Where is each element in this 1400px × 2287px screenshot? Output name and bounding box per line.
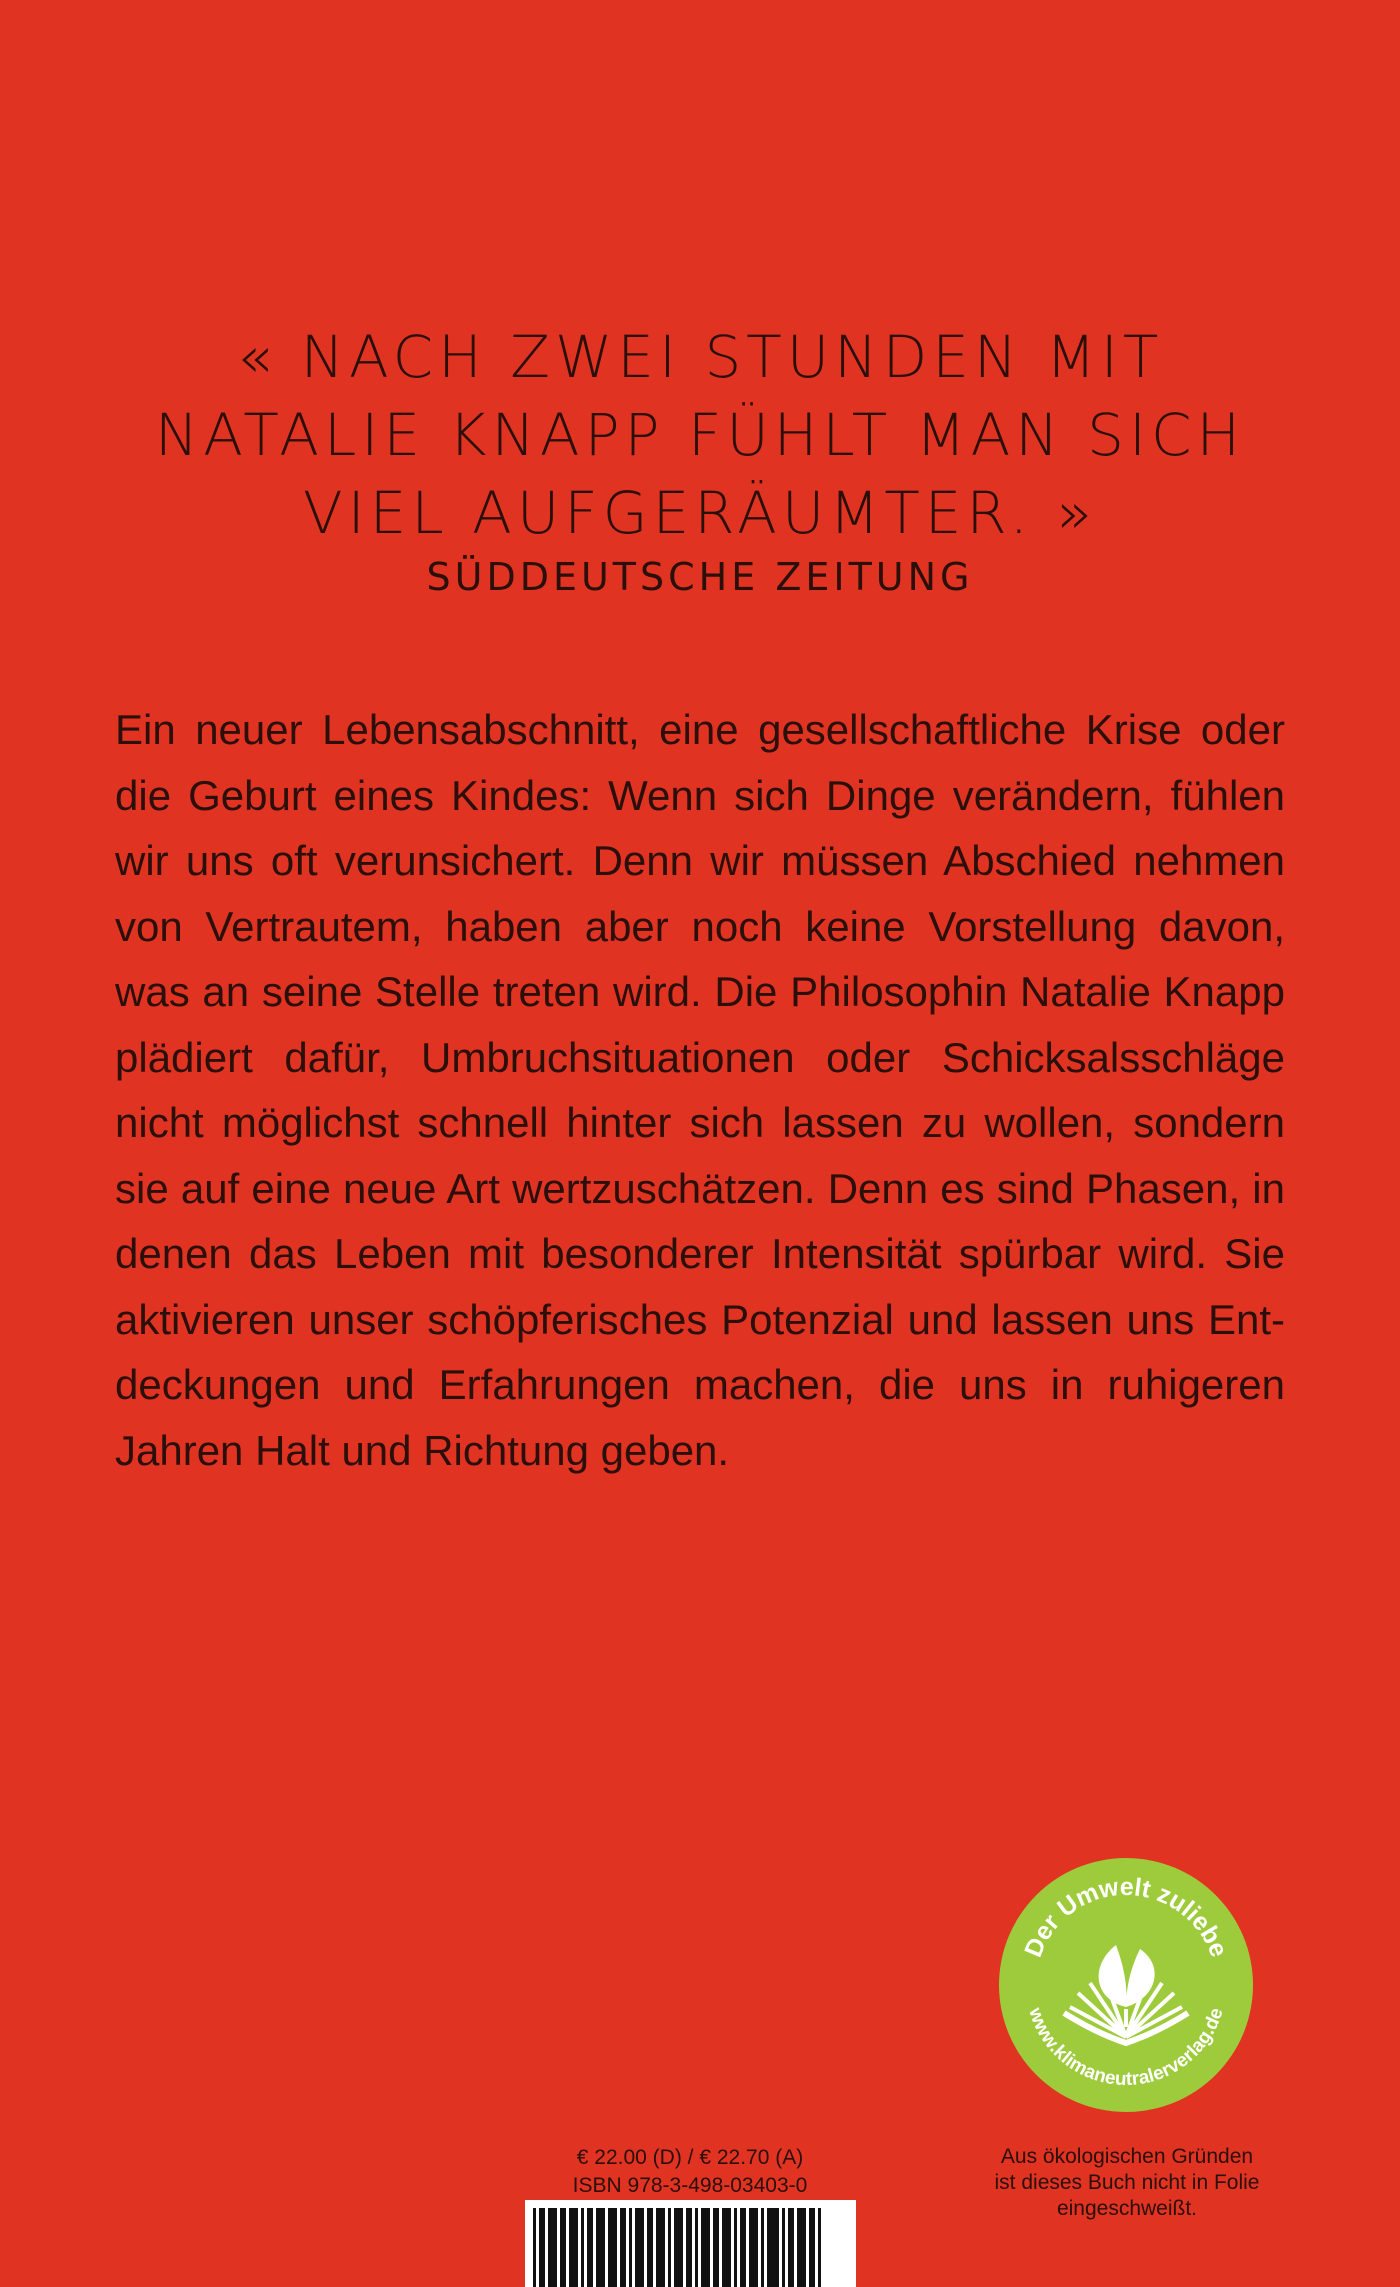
barcode-bar xyxy=(701,2208,707,2287)
barcode-bar xyxy=(539,2208,542,2287)
eco-note-line: ist dieses Buch nicht in Folie xyxy=(994,2171,1260,2194)
barcode-bar xyxy=(641,2208,644,2287)
barcode-bar xyxy=(533,2208,536,2287)
barcode-bar xyxy=(749,2208,755,2287)
eco-note-line: Aus ökologischen Gründen xyxy=(1000,2145,1254,2168)
barcode-bar xyxy=(770,2208,773,2287)
barcode-bar xyxy=(707,2208,710,2287)
blurb-line: deckungen und Erfahrungen machen, die uns in ruhigeren xyxy=(115,1361,1285,1408)
barcode-bar xyxy=(590,2208,593,2287)
barcode-bar xyxy=(677,2208,683,2287)
barcode-bar xyxy=(563,2208,566,2287)
barcode-bar xyxy=(662,2208,665,2287)
barcode-bar xyxy=(812,2208,815,2287)
barcode-bar xyxy=(722,2208,725,2287)
barcode-bar xyxy=(656,2208,662,2287)
barcode-bar xyxy=(629,2208,632,2287)
barcode-bar xyxy=(755,2208,758,2287)
isbn-label: ISBN 978-3-498-03403-0 xyxy=(572,2174,808,2197)
barcode-bar xyxy=(818,2208,821,2287)
barcode-bar xyxy=(647,2208,650,2287)
barcode-bar xyxy=(635,2208,641,2287)
barcode-bar xyxy=(650,2208,653,2287)
eco-note-line: eingeschweißt. xyxy=(1056,2197,1198,2220)
barcode-bar xyxy=(542,2208,545,2287)
blurb-line: denen das Leben mit besonderer Intensität spürbar wird. Sie xyxy=(115,1230,1285,1277)
eco-note xyxy=(960,2144,1294,2222)
blurb-line: Jahren Halt und Richtung geben. xyxy=(115,1426,730,1474)
barcode-bar xyxy=(803,2208,806,2287)
blurb-line: aktivieren unser schöpferisches Potenzial und lassen uns Ent- xyxy=(115,1295,1285,1343)
barcode-icon xyxy=(525,2200,856,2287)
blurb-line: sie auf eine neue Art wertzuschätzen. Denn es sind Phasen, in xyxy=(115,1164,1285,1212)
barcode-bar xyxy=(686,2208,689,2287)
blurb-line: wir uns oft verunsichert. Denn wir müssen Abschied nehmen xyxy=(115,837,1285,884)
barcode-bar xyxy=(596,2208,602,2287)
barcode-bar xyxy=(623,2208,626,2287)
barcode-bar xyxy=(569,2208,572,2287)
barcode-bar xyxy=(611,2208,617,2287)
price-info xyxy=(520,2144,860,2200)
barcode-bar xyxy=(734,2208,737,2287)
blurb-line: was an seine Stelle treten wird. Die Philosophin Natalie Knapp xyxy=(115,968,1285,1015)
eco-badge-bottom-text: www.klimaneutralerverlag.de xyxy=(1024,2005,1228,2091)
blurb-line: Ein neuer Lebensabschnitt, eine gesellschaftliche Krise oder xyxy=(115,706,1285,753)
price-label: € 22.00 (D) / € 22.70 (A) xyxy=(576,2146,804,2169)
barcode-bar xyxy=(587,2208,590,2287)
barcode-bar xyxy=(689,2208,692,2287)
barcode-bar xyxy=(740,2208,743,2287)
barcode-bar xyxy=(608,2208,611,2287)
barcode-bar xyxy=(560,2208,563,2287)
blurb-text xyxy=(115,697,1285,1483)
barcode-bar xyxy=(797,2208,803,2287)
barcode-bar xyxy=(548,2208,554,2287)
barcode-bar xyxy=(581,2208,584,2287)
blurb-line: plädiert dafür, Umbruchsituationen oder Schicksalsschläge xyxy=(115,1033,1285,1081)
barcode-bar xyxy=(716,2208,719,2287)
press-quote-line: NATALIE KNAPP FÜHLT MAN SICH xyxy=(154,401,1246,469)
eco-badge xyxy=(998,1857,1254,2113)
press-quote-line: VIEL AUFGERÄUMTER. » xyxy=(302,479,1098,547)
barcode-bar xyxy=(782,2208,785,2287)
barcode-bar xyxy=(620,2208,623,2287)
press-quote xyxy=(100,318,1300,552)
barcode-bar xyxy=(725,2208,731,2287)
barcode-bar xyxy=(668,2208,671,2287)
barcode-bar xyxy=(695,2208,698,2287)
quote-source: SÜDDEUTSCHE ZEITUNG xyxy=(426,555,974,599)
blurb-line: von Vertrautem, haben aber noch keine Vorstellung davon, xyxy=(115,902,1285,950)
barcode-bar xyxy=(791,2208,794,2287)
barcode-bar xyxy=(809,2208,812,2287)
barcode-bar xyxy=(602,2208,605,2287)
blurb-line: nicht möglichst schnell hinter sich lassen zu wollen, sondern xyxy=(115,1099,1285,1146)
eco-badge-top-text: Der Umwelt zuliebe xyxy=(1019,1872,1233,1962)
barcode-bar xyxy=(572,2208,578,2287)
barcode-bar xyxy=(788,2208,791,2287)
barcode-bar xyxy=(767,2208,770,2287)
barcode-bar xyxy=(674,2208,677,2287)
barcode-bar xyxy=(713,2208,716,2287)
barcode-bar xyxy=(761,2208,764,2287)
blurb-line: die Geburt eines Kindes: Wenn sich Dinge verändern, fühlen xyxy=(115,771,1285,819)
barcode-bar xyxy=(743,2208,746,2287)
barcode-bar xyxy=(773,2208,779,2287)
press-quote-line: « NACH ZWEI STUNDEN MIT xyxy=(236,323,1164,391)
barcode-bar xyxy=(554,2208,557,2287)
